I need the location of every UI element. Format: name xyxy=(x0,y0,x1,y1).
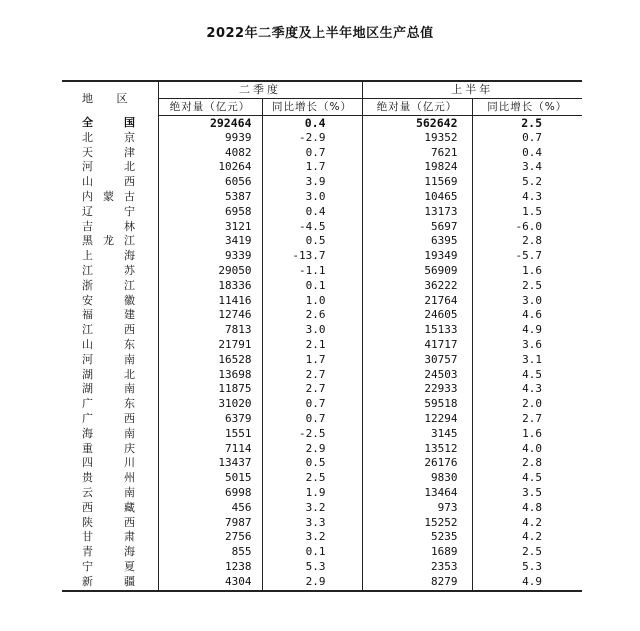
q2-growth-cell: 0.5 xyxy=(262,234,362,249)
header-h1: 上半年 xyxy=(362,81,582,99)
h1-growth-cell: -6.0 xyxy=(472,220,582,235)
region-cell: 辽 宁 xyxy=(82,204,145,218)
table-row xyxy=(62,412,582,427)
region-cell: 陕 西 xyxy=(82,515,145,529)
q2-growth-cell: 5.3 xyxy=(262,560,362,575)
q2-growth-cell: 3.9 xyxy=(262,175,362,190)
h1-value-cell: 2353 xyxy=(362,560,472,575)
header-region: 地 区 xyxy=(62,81,158,116)
q2-growth-cell: 3.3 xyxy=(262,516,362,531)
q2-growth-cell: -13.7 xyxy=(262,249,362,264)
q2-value-cell: 4304 xyxy=(158,575,262,591)
q2-growth-cell: -2.9 xyxy=(262,131,362,146)
table-row xyxy=(62,308,582,323)
header-h1-value: 绝对量（亿元） xyxy=(362,99,472,116)
h1-value-cell: 59518 xyxy=(362,397,472,412)
q2-value-cell: 12746 xyxy=(158,308,262,323)
q2-value-cell: 456 xyxy=(158,501,262,516)
h1-value-cell: 19352 xyxy=(362,131,472,146)
q2-value-cell: 31020 xyxy=(158,397,262,412)
q2-value-cell: 1551 xyxy=(158,427,262,442)
h1-growth-cell: 2.8 xyxy=(472,234,582,249)
q2-value-cell: 10264 xyxy=(158,160,262,175)
q2-growth-cell: 2.7 xyxy=(262,382,362,397)
region-cell: 青 海 xyxy=(82,545,145,559)
h1-value-cell: 10465 xyxy=(362,190,472,205)
h1-value-cell: 5235 xyxy=(362,530,472,545)
h1-growth-cell: 3.4 xyxy=(472,160,582,175)
region-cell: 山 西 xyxy=(82,175,145,189)
region-cell: 天 津 xyxy=(82,145,145,159)
h1-growth-cell: -5.7 xyxy=(472,249,582,264)
q2-growth-cell: 0.7 xyxy=(262,146,362,161)
table-row xyxy=(62,427,582,442)
table-row xyxy=(62,279,582,294)
table-row xyxy=(62,397,582,412)
h1-growth-cell: 3.6 xyxy=(472,338,582,353)
table-row xyxy=(62,131,582,146)
q2-growth-cell: 2.9 xyxy=(262,442,362,457)
q2-value-cell: 2756 xyxy=(158,530,262,545)
table-row xyxy=(62,501,582,516)
region-cell: 江 西 xyxy=(82,323,145,337)
region-cell: 广 东 xyxy=(82,397,145,411)
region-cell: 甘 肃 xyxy=(82,530,145,544)
region-cell: 福 建 xyxy=(82,308,145,322)
h1-growth-cell: 0.4 xyxy=(472,146,582,161)
gdp-table xyxy=(62,80,582,592)
h1-value-cell: 24503 xyxy=(362,368,472,383)
h1-growth-cell: 3.1 xyxy=(472,353,582,368)
q2-value-cell: 16528 xyxy=(158,353,262,368)
table-row xyxy=(62,545,582,560)
h1-growth-cell: 4.2 xyxy=(472,516,582,531)
q2-growth-cell: 2.9 xyxy=(262,575,362,591)
q2-growth-cell: 3.0 xyxy=(262,323,362,338)
h1-growth-cell: 4.6 xyxy=(472,308,582,323)
table-row xyxy=(62,575,582,591)
region-cell: 吉 林 xyxy=(82,219,145,233)
h1-growth-cell: 2.5 xyxy=(472,116,582,131)
q2-value-cell: 4082 xyxy=(158,146,262,161)
h1-growth-cell: 2.5 xyxy=(472,279,582,294)
region-cell: 浙 江 xyxy=(82,278,145,292)
h1-value-cell: 56909 xyxy=(362,264,472,279)
h1-growth-cell: 4.0 xyxy=(472,442,582,457)
h1-growth-cell: 2.7 xyxy=(472,412,582,427)
h1-value-cell: 11569 xyxy=(362,175,472,190)
q2-value-cell: 21791 xyxy=(158,338,262,353)
region-cell: 山 东 xyxy=(82,337,145,351)
q2-value-cell: 3419 xyxy=(158,234,262,249)
h1-growth-cell: 4.2 xyxy=(472,530,582,545)
table-row xyxy=(62,234,582,249)
h1-value-cell: 5697 xyxy=(362,220,472,235)
q2-value-cell: 6379 xyxy=(158,412,262,427)
table-row xyxy=(62,560,582,575)
h1-growth-cell: 1.6 xyxy=(472,264,582,279)
table-header xyxy=(62,81,582,116)
q2-value-cell: 18336 xyxy=(158,279,262,294)
h1-value-cell: 22933 xyxy=(362,382,472,397)
table-row xyxy=(62,175,582,190)
q2-value-cell: 13698 xyxy=(158,368,262,383)
h1-growth-cell: 2.5 xyxy=(472,545,582,560)
region-cell: 四 川 xyxy=(82,456,145,470)
q2-growth-cell: 0.4 xyxy=(262,116,362,131)
region-cell: 云 南 xyxy=(82,485,145,499)
header-q2: 二季度 xyxy=(158,81,362,99)
table-row xyxy=(62,382,582,397)
table-row xyxy=(62,249,582,264)
q2-growth-cell: 1.0 xyxy=(262,294,362,309)
table-row xyxy=(62,205,582,220)
h1-growth-cell: 4.3 xyxy=(472,190,582,205)
q2-growth-cell: 0.5 xyxy=(262,456,362,471)
q2-value-cell: 9939 xyxy=(158,131,262,146)
h1-value-cell: 562642 xyxy=(362,116,472,131)
h1-value-cell: 12294 xyxy=(362,412,472,427)
region-cell: 湖 南 xyxy=(82,382,145,396)
h1-growth-cell: 2.0 xyxy=(472,397,582,412)
region-cell: 河 南 xyxy=(82,352,145,366)
q2-value-cell: 11416 xyxy=(158,294,262,309)
h1-value-cell: 1689 xyxy=(362,545,472,560)
table-row xyxy=(62,442,582,457)
q2-value-cell: 5387 xyxy=(158,190,262,205)
h1-value-cell: 19824 xyxy=(362,160,472,175)
table-row xyxy=(62,456,582,471)
h1-growth-cell: 4.9 xyxy=(472,575,582,591)
q2-value-cell: 3121 xyxy=(158,220,262,235)
table-row xyxy=(62,323,582,338)
h1-growth-cell: 1.6 xyxy=(472,427,582,442)
q2-value-cell: 1238 xyxy=(158,560,262,575)
table-row xyxy=(62,530,582,545)
table-row xyxy=(62,146,582,161)
h1-growth-cell: 4.9 xyxy=(472,323,582,338)
h1-value-cell: 13464 xyxy=(362,486,472,501)
table-row xyxy=(62,160,582,175)
table-row xyxy=(62,471,582,486)
h1-value-cell: 3145 xyxy=(362,427,472,442)
region-cell: 西 藏 xyxy=(82,500,145,514)
q2-growth-cell: 1.9 xyxy=(262,486,362,501)
q2-growth-cell: 3.2 xyxy=(262,501,362,516)
q2-growth-cell: 2.6 xyxy=(262,308,362,323)
q2-value-cell: 9339 xyxy=(158,249,262,264)
table-row xyxy=(62,368,582,383)
h1-value-cell: 6395 xyxy=(362,234,472,249)
table-row xyxy=(62,338,582,353)
h1-growth-cell: 4.8 xyxy=(472,501,582,516)
q2-value-cell: 29050 xyxy=(158,264,262,279)
h1-growth-cell: 4.3 xyxy=(472,382,582,397)
h1-value-cell: 7621 xyxy=(362,146,472,161)
table-row xyxy=(62,190,582,205)
header-h1-growth: 同比增长（%） xyxy=(472,99,582,116)
h1-growth-cell: 0.7 xyxy=(472,131,582,146)
q2-value-cell: 7114 xyxy=(158,442,262,457)
header-q2-value: 绝对量（亿元） xyxy=(158,99,262,116)
q2-growth-cell: 0.4 xyxy=(262,205,362,220)
region-cell: 黑龙江 xyxy=(82,234,145,248)
h1-value-cell: 24605 xyxy=(362,308,472,323)
q2-value-cell: 7987 xyxy=(158,516,262,531)
region-cell: 安 徽 xyxy=(82,293,145,307)
table-row xyxy=(62,353,582,368)
region-cell: 全 国 xyxy=(82,115,145,129)
q2-growth-cell: 0.7 xyxy=(262,397,362,412)
q2-growth-cell: 2.7 xyxy=(262,368,362,383)
q2-growth-cell: 2.5 xyxy=(262,471,362,486)
region-cell: 江 苏 xyxy=(82,263,145,277)
q2-growth-cell: -2.5 xyxy=(262,427,362,442)
h1-value-cell: 8279 xyxy=(362,575,472,591)
table-title: 2022年二季度及上半年地区生产总值 xyxy=(206,26,434,41)
h1-value-cell: 26176 xyxy=(362,456,472,471)
h1-growth-cell: 2.8 xyxy=(472,456,582,471)
q2-value-cell: 292464 xyxy=(158,116,262,131)
region-cell: 宁 夏 xyxy=(82,559,145,573)
h1-growth-cell: 5.2 xyxy=(472,175,582,190)
q2-growth-cell: 3.0 xyxy=(262,190,362,205)
q2-value-cell: 855 xyxy=(158,545,262,560)
region-cell: 内蒙古 xyxy=(82,189,145,203)
q2-value-cell: 5015 xyxy=(158,471,262,486)
table-row xyxy=(62,294,582,309)
region-cell: 海 南 xyxy=(82,426,145,440)
h1-value-cell: 36222 xyxy=(362,279,472,294)
h1-value-cell: 30757 xyxy=(362,353,472,368)
q2-growth-cell: -4.5 xyxy=(262,220,362,235)
region-cell: 上 海 xyxy=(82,249,145,263)
q2-growth-cell: 0.1 xyxy=(262,545,362,560)
q2-growth-cell: 0.7 xyxy=(262,412,362,427)
region-cell: 河 北 xyxy=(82,160,145,174)
region-cell: 贵 州 xyxy=(82,471,145,485)
h1-value-cell: 13173 xyxy=(362,205,472,220)
header-q2-growth: 同比增长（%） xyxy=(262,99,362,116)
h1-growth-cell: 4.5 xyxy=(472,368,582,383)
region-cell: 北 京 xyxy=(82,130,145,144)
region-cell: 新 疆 xyxy=(62,575,158,591)
h1-growth-cell: 5.3 xyxy=(472,560,582,575)
q2-value-cell: 7813 xyxy=(158,323,262,338)
q2-growth-cell: 1.7 xyxy=(262,353,362,368)
q2-value-cell: 6056 xyxy=(158,175,262,190)
q2-growth-cell: -1.1 xyxy=(262,264,362,279)
table-row-national xyxy=(62,116,582,131)
table-row xyxy=(62,516,582,531)
h1-value-cell: 15252 xyxy=(362,516,472,531)
h1-value-cell: 21764 xyxy=(362,294,472,309)
table-row xyxy=(62,264,582,279)
h1-value-cell: 973 xyxy=(362,501,472,516)
h1-value-cell: 19349 xyxy=(362,249,472,264)
h1-growth-cell: 1.5 xyxy=(472,205,582,220)
region-cell: 重 庆 xyxy=(82,441,145,455)
h1-growth-cell: 4.5 xyxy=(472,471,582,486)
q2-growth-cell: 3.2 xyxy=(262,530,362,545)
q2-growth-cell: 0.1 xyxy=(262,279,362,294)
table-row xyxy=(62,486,582,501)
region-cell: 湖 北 xyxy=(82,367,145,381)
h1-value-cell: 15133 xyxy=(362,323,472,338)
h1-value-cell: 13512 xyxy=(362,442,472,457)
h1-value-cell: 41717 xyxy=(362,338,472,353)
q2-value-cell: 13437 xyxy=(158,456,262,471)
table-body xyxy=(62,116,582,591)
h1-value-cell: 9830 xyxy=(362,471,472,486)
q2-growth-cell: 1.7 xyxy=(262,160,362,175)
table-row xyxy=(62,220,582,235)
h1-growth-cell: 3.0 xyxy=(472,294,582,309)
q2-value-cell: 11875 xyxy=(158,382,262,397)
q2-growth-cell: 2.1 xyxy=(262,338,362,353)
h1-growth-cell: 3.5 xyxy=(472,486,582,501)
q2-value-cell: 6958 xyxy=(158,205,262,220)
region-cell: 广 西 xyxy=(82,411,145,425)
q2-value-cell: 6998 xyxy=(158,486,262,501)
